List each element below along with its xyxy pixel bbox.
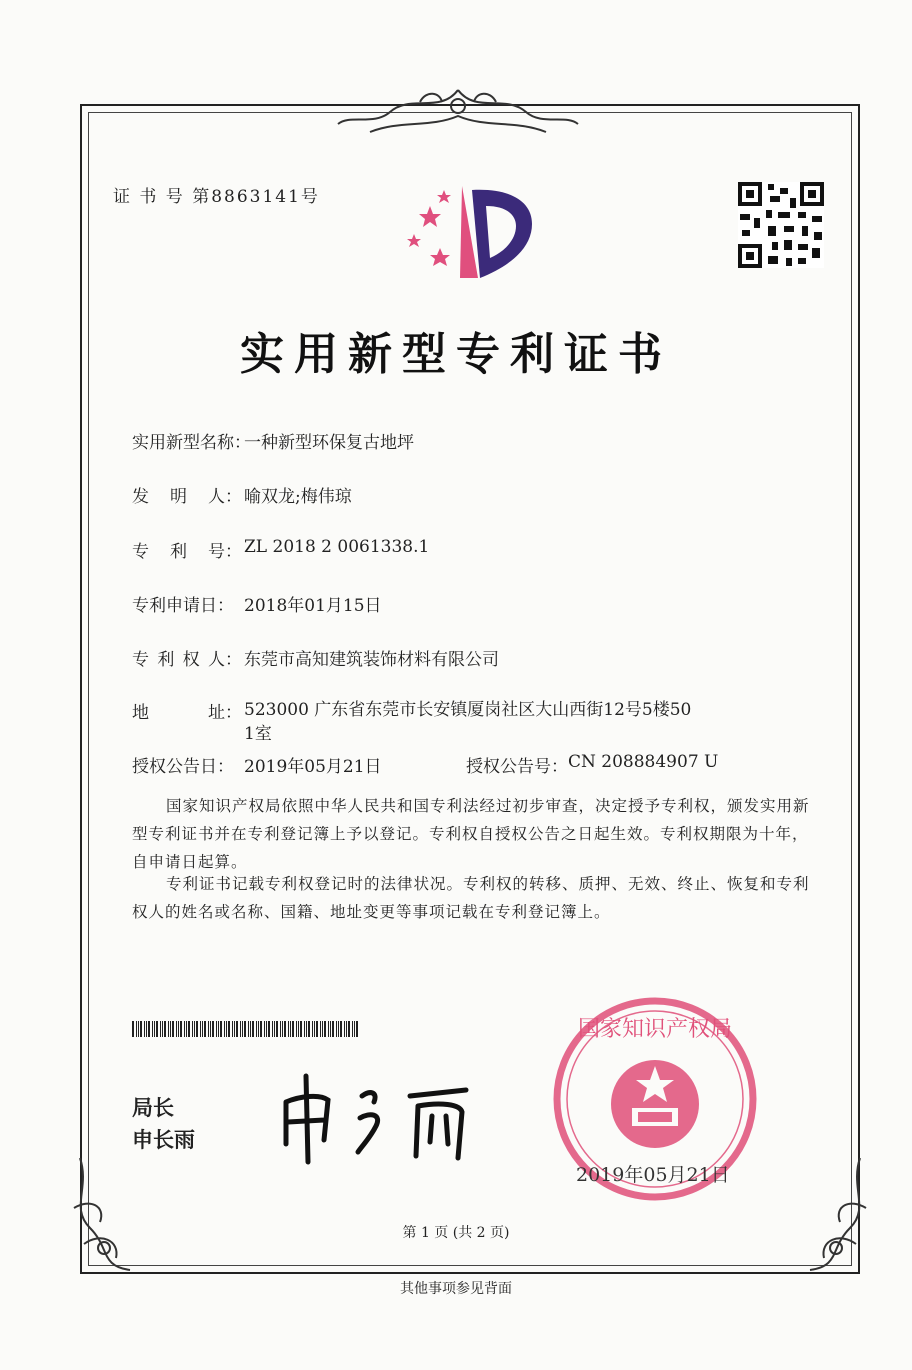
label-char: 人： — [207, 650, 242, 670]
field-value: 2018年01月15日 — [244, 596, 382, 616]
label-char: 号： — [208, 542, 242, 562]
label-char: 利 — [170, 542, 187, 562]
field-patent-number — [132, 537, 429, 562]
label-char: 利 — [157, 650, 175, 670]
director-title: 局长 — [132, 1096, 174, 1120]
field-address — [132, 698, 691, 746]
field-filing-date — [132, 591, 382, 616]
label-char: 专 — [132, 542, 149, 562]
certificate-title: 实用新型专利证书 — [240, 329, 672, 380]
page-number: 第 1 页 (共 2 页) — [402, 1225, 510, 1241]
field-label: 实用新型名称： — [132, 433, 251, 453]
address-line-1: 523000 广东省东莞市长安镇厦岗社区大山西街12号5楼50 — [244, 700, 692, 720]
label-char: 发 — [132, 487, 149, 507]
field-label: 授权公告日： — [132, 757, 234, 777]
field-value: 东莞市高知建筑装饰材料有限公司 — [244, 650, 499, 670]
body-paragraph-1: 国家知识产权局依照中华人民共和国专利法经过初步审查，决定授予专利权，颁发实用新型专利证书并在专利登记簿上予以登记。专利权自授权公告之日起生效。专利权期限为十年，自申请日起算。 — [132, 797, 810, 871]
field-grant-date — [132, 752, 718, 777]
field-patentee — [132, 645, 499, 670]
label-char: 人： — [208, 487, 242, 507]
field-model-name — [132, 428, 414, 453]
corner-ornament-right — [770, 1148, 880, 1278]
seal-text: 国家知识产权局 — [577, 1017, 733, 1042]
label-char: 地 — [132, 703, 149, 723]
label-char: 权 — [182, 650, 200, 670]
corner-ornament-left — [60, 1148, 170, 1278]
director-signature-icon — [270, 1066, 480, 1166]
address-line-2: 1室 — [244, 724, 272, 744]
field-label: 专利申请日： — [132, 596, 234, 616]
field-value: 一种新型环保复古地坪 — [244, 433, 414, 453]
field-value: ZL 2018 2 0061338.1 — [244, 537, 430, 557]
back-note: 其他事项参见背面 — [400, 1281, 512, 1297]
seal-date: 2019年05月21日 — [576, 1164, 730, 1186]
cnipa-logo-icon — [400, 178, 540, 282]
field-value: 喻双龙;梅伟琼 — [244, 487, 352, 507]
certificate-number: 证 书 号 第8863141号 — [113, 187, 320, 207]
field-inventor — [132, 482, 352, 507]
director-name: 申长雨 — [132, 1128, 195, 1152]
label-char: 址： — [208, 703, 242, 723]
label-char: 明 — [170, 487, 187, 507]
field-value: CN 208884907 U — [568, 752, 719, 772]
barcode-icon — [132, 1021, 360, 1037]
field-label: 授权公告号： — [466, 757, 568, 777]
body-paragraph-2: 专利证书记载专利权登记时的法律状况。专利权的转移、质押、无效、终止、恢复和专利权人的姓名或名称、国籍、地址变更等事项记载在专利登记簿上。 — [132, 875, 810, 921]
top-ornament — [330, 84, 586, 136]
label-char: 专 — [132, 650, 149, 670]
field-value: 2019年05月21日 — [244, 757, 382, 777]
qr-code-icon — [738, 182, 824, 268]
